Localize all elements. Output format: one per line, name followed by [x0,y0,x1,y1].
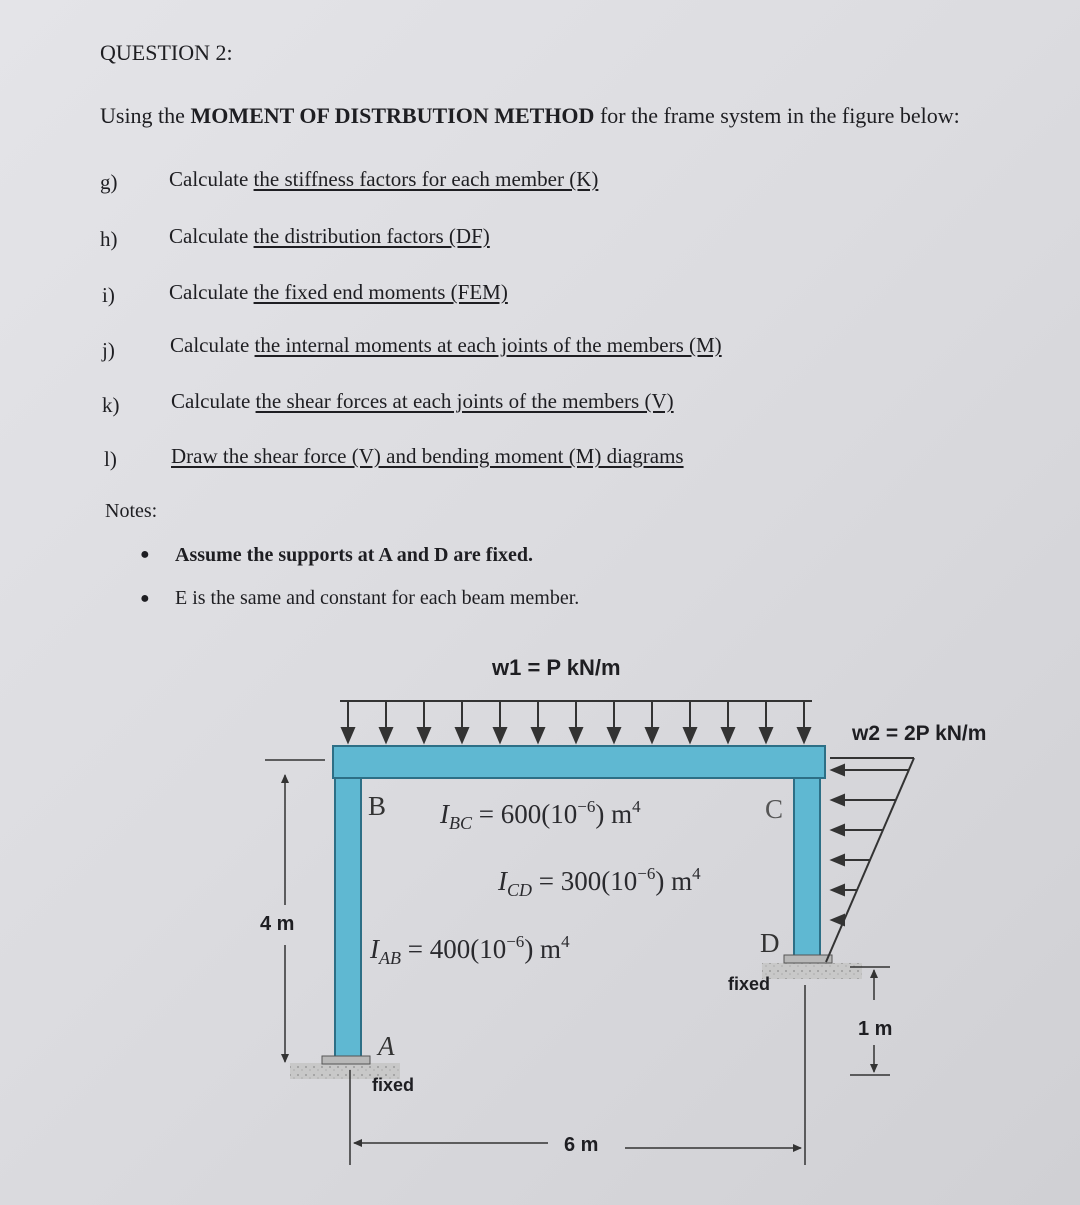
dimension-height-label: 4 m [260,913,295,935]
dimension-offset-label: 1 m [858,1018,893,1040]
joint-d-label: D [760,928,780,958]
task-letter: g) [100,170,118,194]
intro-suffix: for the frame system in the figure below: [594,103,960,128]
note-supports: Assume the supports at A and D are fixed. [175,544,533,566]
notes-label: Notes: [105,500,158,522]
bullet-icon: ● [140,590,150,607]
bullet-icon: ● [140,546,150,563]
beam-bc [333,746,825,778]
column-cd [794,778,820,963]
joint-b-label: B [368,791,387,821]
task-letter: i) [102,283,115,307]
task-description: the stiffness factors for each member (K) [253,167,599,191]
task-letter: h) [100,227,118,251]
support-d-label: fixed [728,974,771,994]
w2-load-arrows [826,758,914,962]
w2-label: w2 = 2P kN/m [852,722,987,745]
task-description: Draw the shear force (V) and bending moment (M) diagrams [171,444,684,468]
dimension-span-label: 6 m [564,1134,599,1156]
column-ab [335,778,361,1063]
joint-a-label: A [378,1031,395,1061]
support-a-plate [322,1056,370,1064]
task-letter: l) [104,447,117,471]
task-verb: Calculate [169,167,254,191]
question-title: QUESTION 2: [100,40,233,65]
task-letter: k) [102,393,120,417]
i-bc-label: $I_{BC} = 600(10^{-6})$ $m^4$ [440,797,641,833]
support-d-ground [762,963,862,979]
task-verb: Calculate [170,333,255,357]
intro-prefix: Using the [100,103,191,128]
i-cd-label: $I_{CD} = 300(10^{-6})$ $m^4$ [498,864,701,900]
support-a-label: fixed [372,1075,415,1095]
task-description: the shear forces at each joints of the members (V) [255,389,674,413]
task-verb: Calculate [169,224,254,248]
w1-load-arrows [340,701,812,742]
support-d-plate [784,955,832,963]
task-verb: Calculate [171,389,256,413]
task-letter: j) [102,338,115,362]
joint-c-label: C [765,794,784,824]
task-description: the distribution factors (DF) [253,224,490,248]
note-modulus: E is the same and constant for each beam member. [175,587,580,609]
i-ab-label: $I_{AB} = 400(10^{-6})$ $m^4$ [370,932,570,968]
intro-method: MOMENT OF DISTRBUTION METHOD [190,103,595,128]
task-verb: Calculate [169,280,254,304]
w1-label: w1 = P kN/m [492,655,621,680]
task-description: the internal moments at each joints of the members (M) [254,333,722,357]
task-description: the fixed end moments (FEM) [253,280,508,304]
dimension-height [265,760,325,1062]
